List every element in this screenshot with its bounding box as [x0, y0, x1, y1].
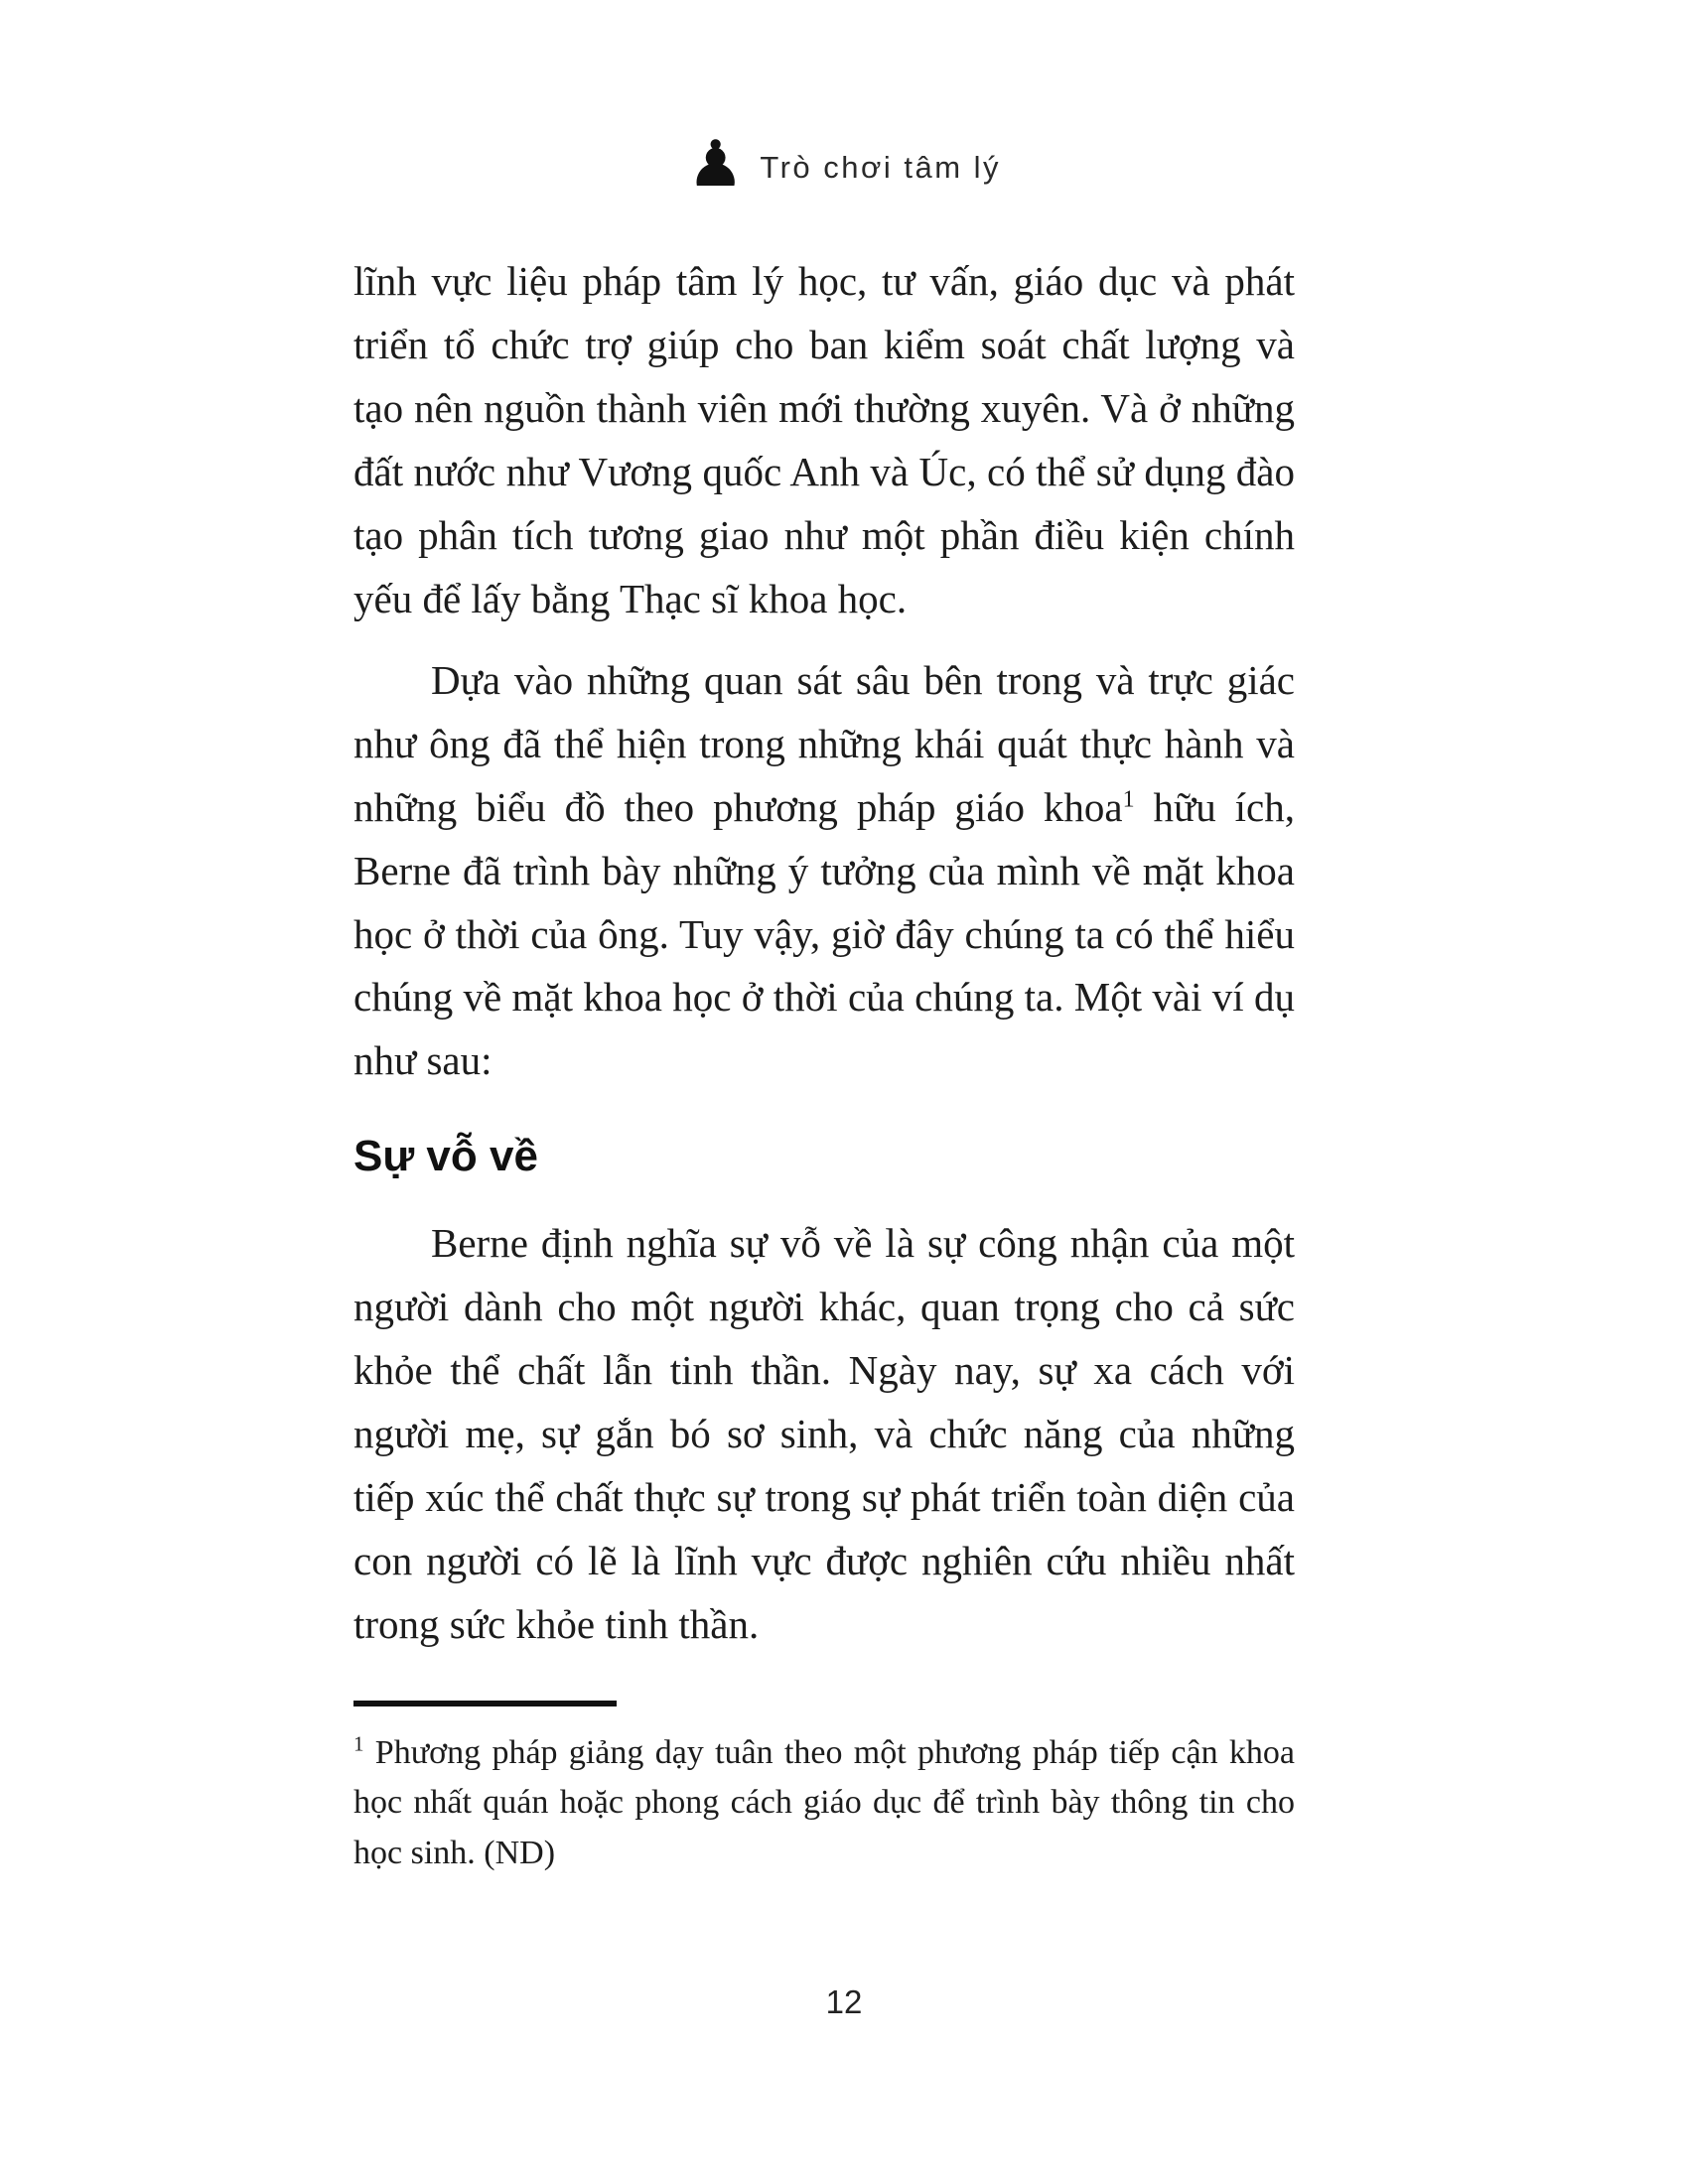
chess-pawn-icon: ♟: [686, 128, 745, 202]
section-heading: Sự vỗ về: [353, 1132, 538, 1181]
paragraph-2-text-continued: hữu ích, Berne đã trình bày những ý tưởng của mình về mặt khoa học ở thời của ông. Tuy vậy, giờ đây chúng ta có thể hiểu chúng về mặt khoa học ở thời của chúng ta. Một vài ví dụ như sau:: [353, 783, 1295, 1084]
footnote-text: Phương pháp giảng dạy tuân theo một phương pháp tiếp cận khoa học nhất quán hoặc phong cách giáo dục để trình bày thông tin cho học sinh. (ND): [353, 1734, 1295, 1871]
paragraph-2: [353, 649, 1295, 1094]
paragraph-1: lĩnh vực liệu pháp tâm lý học, tư vấn, giáo dục và phát triển tổ chức trợ giúp cho ban kiểm soát chất lượng và tạo nên nguồn thành viên mới thường xuyên. Và ở những đất nước như Vương quốc Anh và Úc, có thể sử dụng đào tạo phân tích tương giao như một phần điều kiện chính yếu để lấy bằng Thạc sĩ khoa học.: [353, 258, 1295, 621]
page-header-title: Trò chơi tâm lý: [760, 150, 1002, 185]
footnote-divider: [353, 1701, 617, 1706]
page-header: [0, 127, 1688, 202]
footnote-reference-marker: 1: [1122, 785, 1135, 812]
page-content: [353, 250, 1295, 1878]
footnote: [353, 1728, 1295, 1878]
paragraph-3: Berne định nghĩa sự vỗ về là sự công nhận của một người dành cho một người khác, quan trọng cho cả sức khỏe thể chất lẫn tinh thần. Ngày nay, sự xa cách với người mẹ, sự gắn bó sơ sinh, và chức năng của những tiếp xúc thể chất thực sự trong sự phát triển toàn diện của con người có lẽ là lĩnh vực được nghiên cứu nhiều nhất trong sức khỏe tinh thần.: [353, 1220, 1295, 1648]
paragraph-2-text: Dựa vào những quan sát sâu bên trong và trực giác như ông đã thể hiện trong những khái quát thực hành và những biểu đồ theo phương pháp giáo khoa: [353, 656, 1295, 830]
page-number: 12: [825, 1983, 863, 2020]
footnote-marker: 1: [353, 1731, 364, 1756]
